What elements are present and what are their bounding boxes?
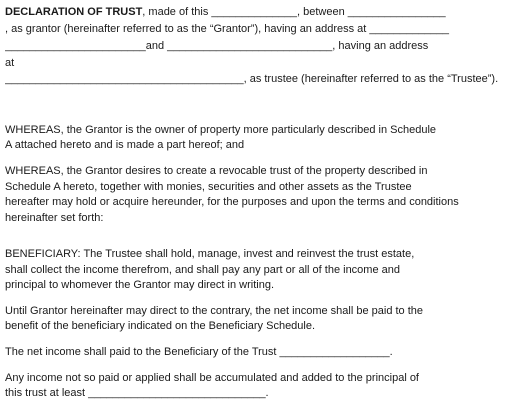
header-line-5: _______________________________________, as trustee (hereinafter referred to as the “Trustee”). bbox=[5, 73, 499, 85]
whereas-2-line-4: hereinafter set forth: bbox=[5, 212, 104, 224]
header-line-1 bbox=[5, 5, 516, 20]
any-income-line-2: this trust at least _____________________________. bbox=[5, 387, 269, 399]
any-income-line-1: Any income not so paid or applied shall be accumulated and added to the principal of bbox=[5, 372, 419, 384]
beneficiary-line-1: BENEFICIARY: The Trustee shall hold, manage, invest and reinvest the trust estate, bbox=[5, 248, 415, 260]
header-line-1-text: , made of this ______________, between ________________ bbox=[142, 6, 446, 18]
header-line-2: , as grantor (hereinafter referred to as the “Grantor”), having an address at _____________ bbox=[5, 23, 449, 35]
whereas-2-line-2: Schedule A hereto, together with monies, securities and other assets as the Trustee bbox=[5, 181, 412, 193]
header-line-3: _______________________and ___________________________, having an address bbox=[5, 40, 429, 52]
header-line-4: at bbox=[5, 57, 15, 69]
whereas-2-line-3: hereafter may hold or acquire hereunder, for the purposes and upon the terms and conditions bbox=[5, 196, 459, 208]
document-title: DECLARATION OF TRUST bbox=[5, 6, 143, 18]
beneficiary-line-3: principal to whomever the Grantor may direct in writing. bbox=[5, 279, 274, 291]
whereas-2-line-1: WHEREAS, the Grantor desires to create a revocable trust of the property described in bbox=[5, 165, 428, 177]
whereas-1-line-1: WHEREAS, the Grantor is the owner of property more particularly described in Schedule bbox=[5, 124, 437, 136]
until-line-1: Until Grantor hereinafter may direct to the contrary, the net income shall be paid to the bbox=[5, 305, 424, 317]
whereas-1-line-2: A attached hereto and is made a part hereof; and bbox=[5, 139, 245, 151]
until-line-2: benefit of the beneficiary indicated on the Beneficiary Schedule. bbox=[5, 320, 316, 332]
net-income-line-1: The net income shall paid to the Beneficiary of the Trust __________________. bbox=[5, 346, 393, 358]
beneficiary-line-2: shall collect the income therefrom, and shall pay any part or all of the income and bbox=[5, 264, 400, 276]
